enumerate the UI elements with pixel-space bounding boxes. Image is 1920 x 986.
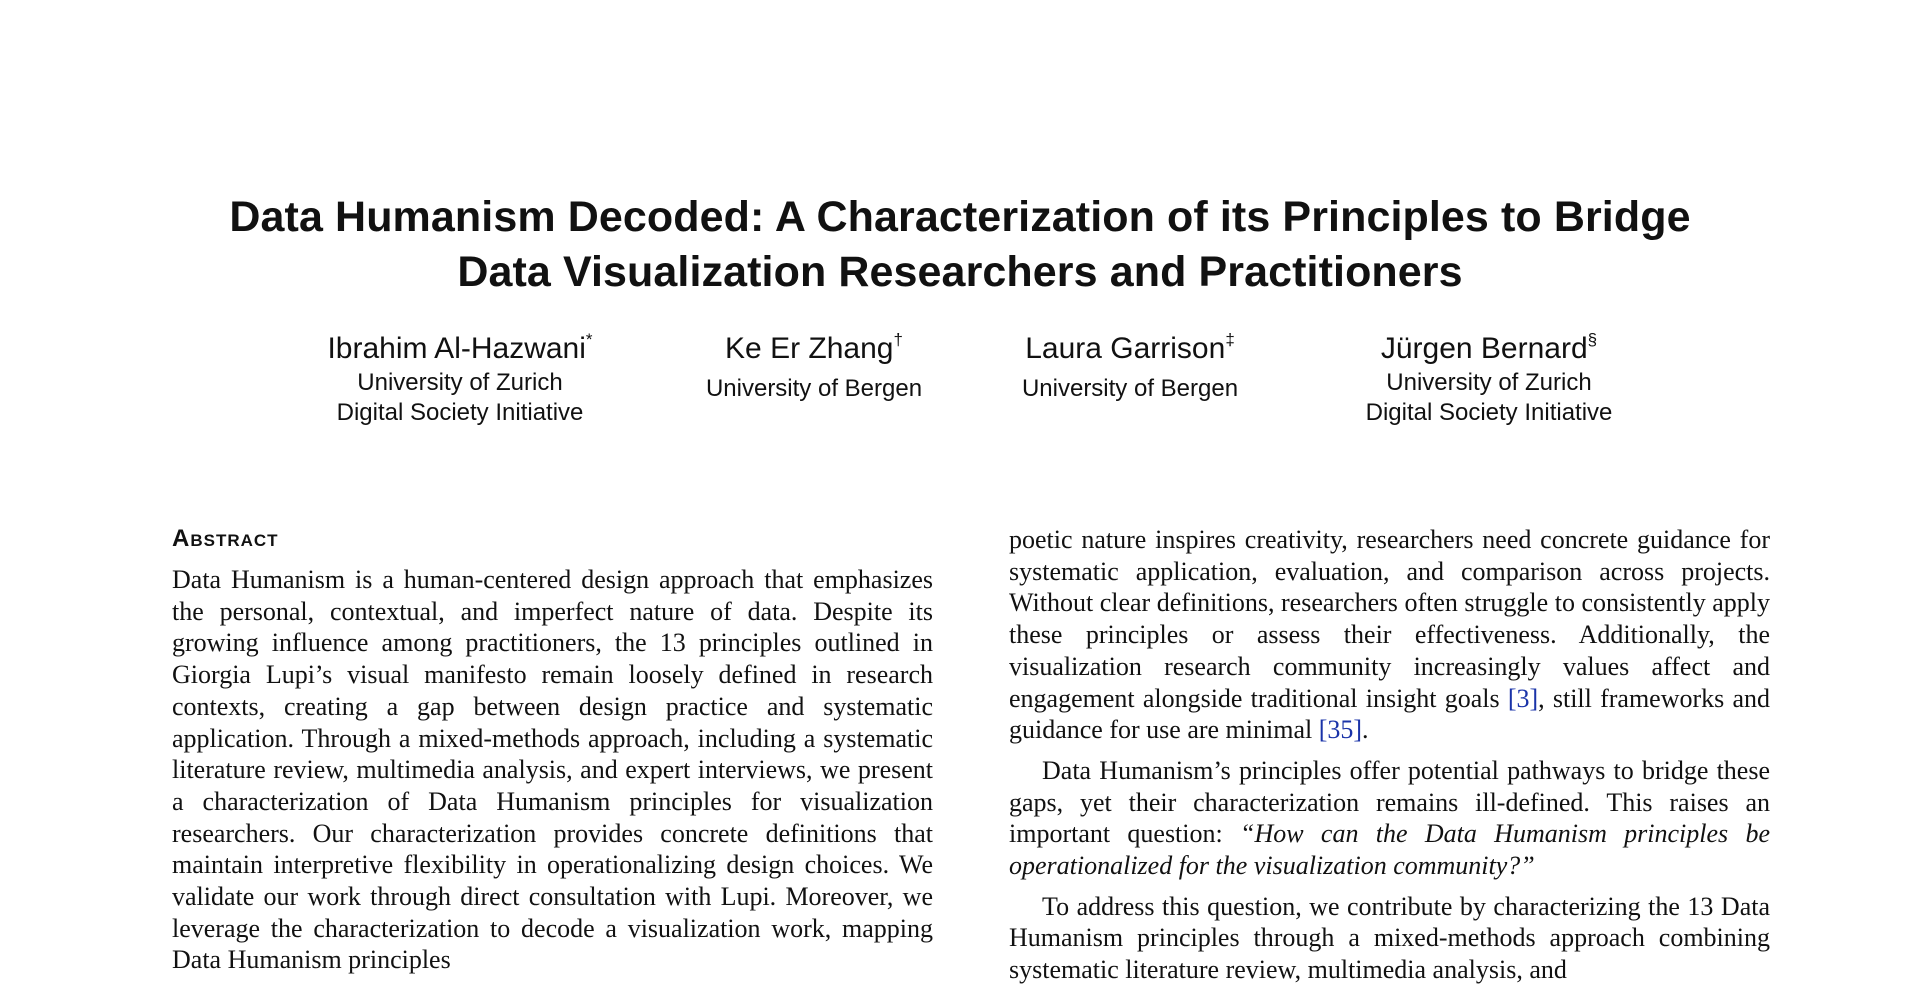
title-line-1: Data Humanism Decoded: A Characterization of its Principles to Bridge	[229, 193, 1691, 241]
abstract-heading: Abstract	[172, 525, 279, 552]
author-block	[0, 330, 1920, 440]
author-name: Jürgen Bernard§	[1380, 330, 1598, 365]
abstract-text: Data Humanism is a human-centered design approach that emphasizes the personal, contextual, and imperfect nature of data. Despite its growing influence among practitioners, the 13 principles outlined in Giorgia Lupi’s visual manifesto remain loosely defined in research contexts, creating a gap between design practice and systematic application. Through a mixed-methods approach, including a systematic literature review, multimedia analysis, and expert interviews, we present a characterization of Data Humanism principles for visualization researchers. Our characterization provides concrete definitions that maintain interpretive flexibility in operationalizing design choices. We validate our work through direct consultation with Lupi. Moreover, we leverage the characterization to decode a visualization work, mapping Data Humanism principles	[172, 565, 933, 975]
author-affiliation: Digital Society Initiative	[1365, 399, 1613, 426]
citation-link[interactable]: [3]	[1507, 683, 1539, 713]
introduction-column	[1009, 524, 1770, 986]
footnote-mark: †	[893, 330, 903, 349]
abstract-column	[172, 524, 933, 976]
title-line-2: Data Visualization Researchers and Practitioners	[457, 248, 1463, 296]
author-affiliation: University of Zurich	[357, 369, 563, 396]
intro-paragraph-3: To address this question, we contribute by characterizing the 13 Data Humanism principles through a mixed-methods approach combining systematic literature review, multimedia analysis, and	[1009, 891, 1770, 985]
footnote-mark: §	[1587, 330, 1598, 349]
intro-paragraph-2: Data Humanism’s principles offer potential pathways to bridge these gaps, yet their characterization remains ill-defined. This raises an important question: “How can the Data Humanism principles be operationalized for the visualization community?”	[1009, 755, 1770, 881]
author-name: Ke Er Zhang†	[725, 330, 903, 365]
author-garrison	[920, 330, 1340, 404]
paper-title	[0, 190, 1920, 300]
research-question: “How can the Data Humanism principles be operationalized for the visualization community?”	[1009, 819, 1770, 881]
author-affiliation: Digital Society Initiative	[336, 399, 584, 426]
author-affiliation: University of Zurich	[1386, 369, 1592, 396]
footnote-mark: ‡	[1225, 330, 1235, 349]
citation-link[interactable]: [35]	[1318, 715, 1363, 745]
author-name: Laura Garrison‡	[1025, 330, 1235, 365]
author-affiliation: University of Bergen	[705, 375, 923, 402]
author-bernard	[1279, 330, 1699, 428]
footnote-mark: *	[585, 330, 593, 349]
author-affiliation: University of Bergen	[1021, 375, 1239, 402]
author-name: Ibrahim Al-Hazwani*	[327, 330, 593, 365]
intro-paragraph-1: poetic nature inspires creativity, researchers need concrete guidance for systematic application, evaluation, and comparison across projects. Without clear definitions, researchers often struggle to consistently apply these principles or assess their effectiveness. Additionally, the visualization research community increasingly values affect and engagement alongside traditional insight goals [3], still frameworks and guidance for use are minimal [35].	[1009, 525, 1771, 745]
